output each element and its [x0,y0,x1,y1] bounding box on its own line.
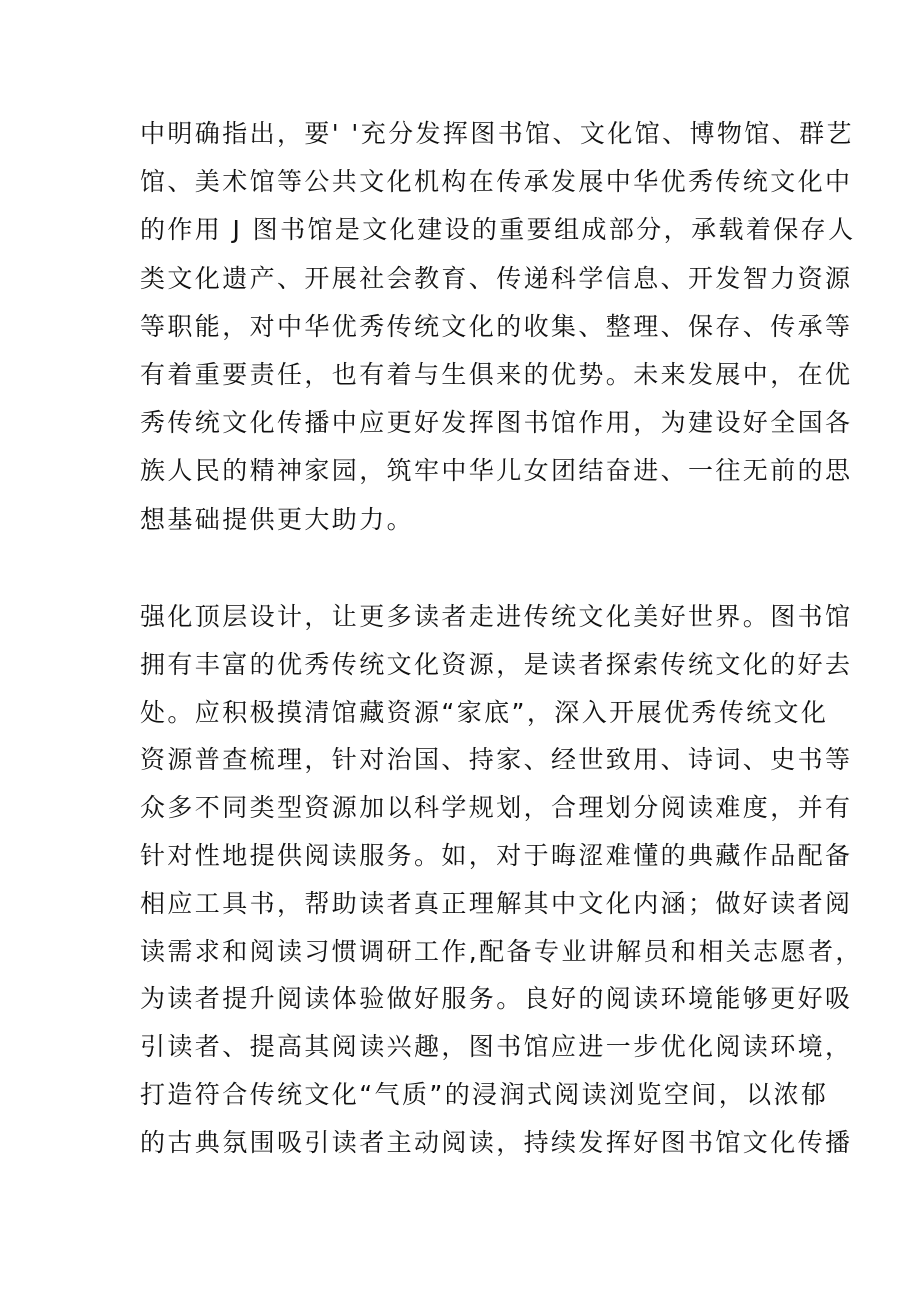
paragraph-2 [140,593,863,1167]
text-line: 想基础提供更大助力。 [140,504,415,534]
text-line: 有着重要责任，也有着与生俱来的优势。未来发展中，在优 [140,359,853,389]
text-line: 类文化遗产、开展社会教育、传递科学信息、开发智力资源 [140,263,853,293]
text-line: 资源普查梳理，针对治国、持家、经世致用、诗词、史书等 [140,745,853,775]
text-line: 的古典氛围吸引读者主动阅读，持续发挥好图书馆文化传播 [140,1127,853,1157]
paragraph-1 [140,110,856,544]
text-line: 中明确指出，要' '充分发挥图书馆、文化馆、博物馆、群艺 [140,119,854,148]
text-line: 等职能，对中华优秀传统文化的收集、整理、保存、传承等 [140,311,853,341]
text-line: 引读者、提高其阅读兴趣，图书馆应进一步优化阅读环境， [140,1032,853,1062]
text-line: 针对性地提供阅读服务。如，对于晦涩难懂的典藏作品配备 [140,840,853,870]
text-line: 打造符合传统文化“气质”的浸润式阅读浏览空间，以浓郁 [140,1079,829,1109]
text-line: 处。应积极摸清馆藏资源“家底”，深入开展优秀传统文化 [140,697,829,727]
text-line: 相应工具书，帮助读者真正理解其中文化内涵；做好读者阅 [140,888,853,918]
text-line: 众多不同类型资源加以科学规划，合理划分阅读难度，并有 [140,793,853,823]
text-line: 强化顶层设计，让更多读者走进传统文化美好世界。图书馆 [140,602,853,631]
text-line: 拥有丰富的优秀传统文化资源，是读者探索传统文化的好去 [140,649,853,679]
text-line: 为读者提升阅读体验做好服务。良好的阅读环境能够更好吸 [140,984,853,1014]
text-line: 族人民的精神家园，筑牢中华儿女团结奋进、一往无前的思 [140,456,853,486]
text-line: 读需求和阅读习惯调研工作,配备专业讲解员和相关志愿者， [140,936,863,966]
text-line: 秀传统文化传播中应更好发挥图书馆作用，为建设好全国各 [140,408,853,438]
text-line: 馆、美术馆等公共文化机构在传承发展中华优秀传统文化中 [140,167,853,197]
text-line: 的作用 J 图书馆是文化建设的重要组成部分，承载着保存人 [140,215,856,245]
